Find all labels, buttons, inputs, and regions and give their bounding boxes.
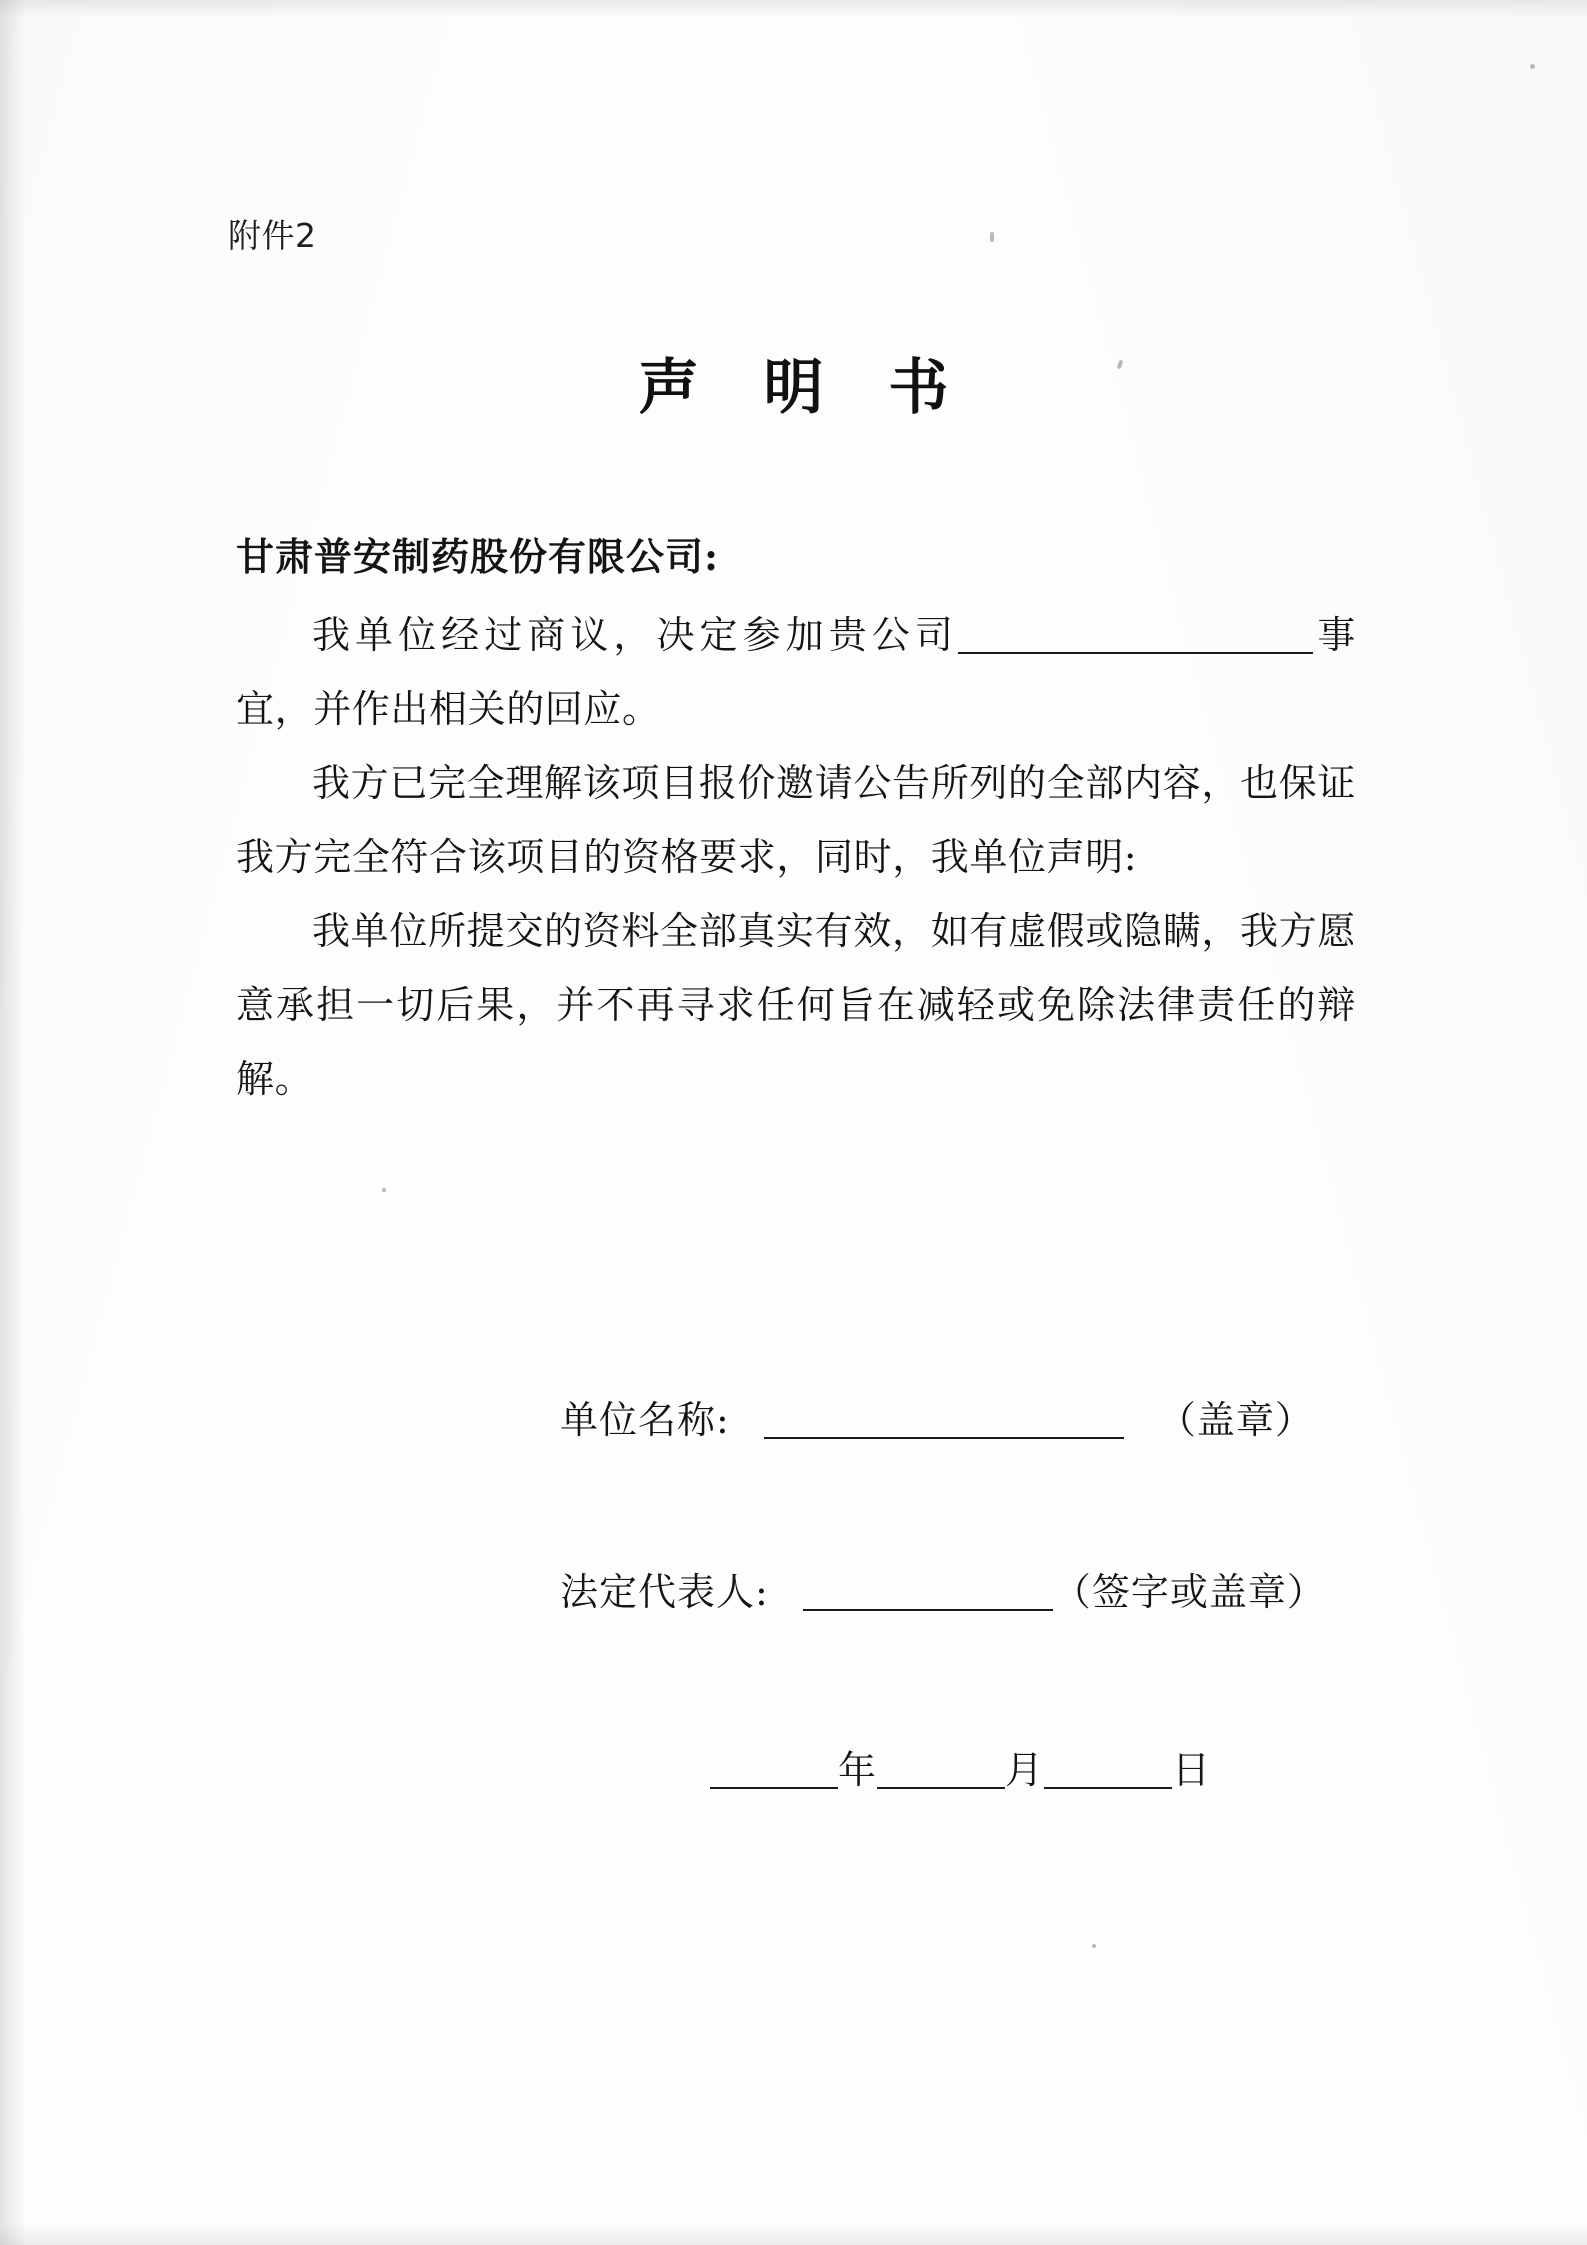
paragraph-1 (236, 598, 1356, 746)
signature-block (560, 1390, 1420, 1800)
project-name-blank[interactable] (958, 618, 1313, 654)
date-year-label: 年 (838, 1748, 878, 1792)
document-body (236, 520, 1356, 1116)
paragraph-1-text-before: 我单位经过商议，决定参加贵公司 (312, 613, 958, 657)
addressee-line: 甘肃普安制药股份有限公司: (236, 534, 720, 579)
company-name-label: 单位名称: (560, 1398, 730, 1442)
paragraph-2: 我方已完全理解该项目报价邀请公告所列的全部内容，也保证我方完全符合该项目的资格要求，同时，我单位声明: (236, 761, 1356, 879)
company-name-row (560, 1390, 1420, 1450)
page-title: 声 明 书 (638, 353, 971, 423)
paragraph-3: 我单位所提交的资料全部真实有效，如有虚假或隐瞒，我方愿意承担一切后果，并不再寻求任何旨在减轻或免除法律责任的辩解。 (236, 909, 1356, 1101)
legal-representative-label: 法定代表人: (560, 1570, 769, 1614)
date-day-label: 日 (1172, 1748, 1212, 1792)
legal-representative-note: （签字或盖章） (1052, 1570, 1326, 1614)
date-day-blank[interactable] (1044, 1753, 1172, 1789)
attachment-label: 附件2 (228, 216, 317, 255)
date-year-blank[interactable] (710, 1753, 838, 1789)
date-month-label: 月 (1005, 1748, 1045, 1792)
legal-representative-blank[interactable] (803, 1575, 1053, 1611)
paragraph-1-text-after: 事宜，并作出相关的回应。 (236, 613, 1356, 731)
legal-representative-row (560, 1562, 1420, 1622)
date-month-blank[interactable] (877, 1753, 1005, 1789)
date-row (560, 1740, 1420, 1800)
company-name-blank[interactable] (764, 1403, 1124, 1439)
company-seal-note: （盖章） (1157, 1398, 1314, 1442)
